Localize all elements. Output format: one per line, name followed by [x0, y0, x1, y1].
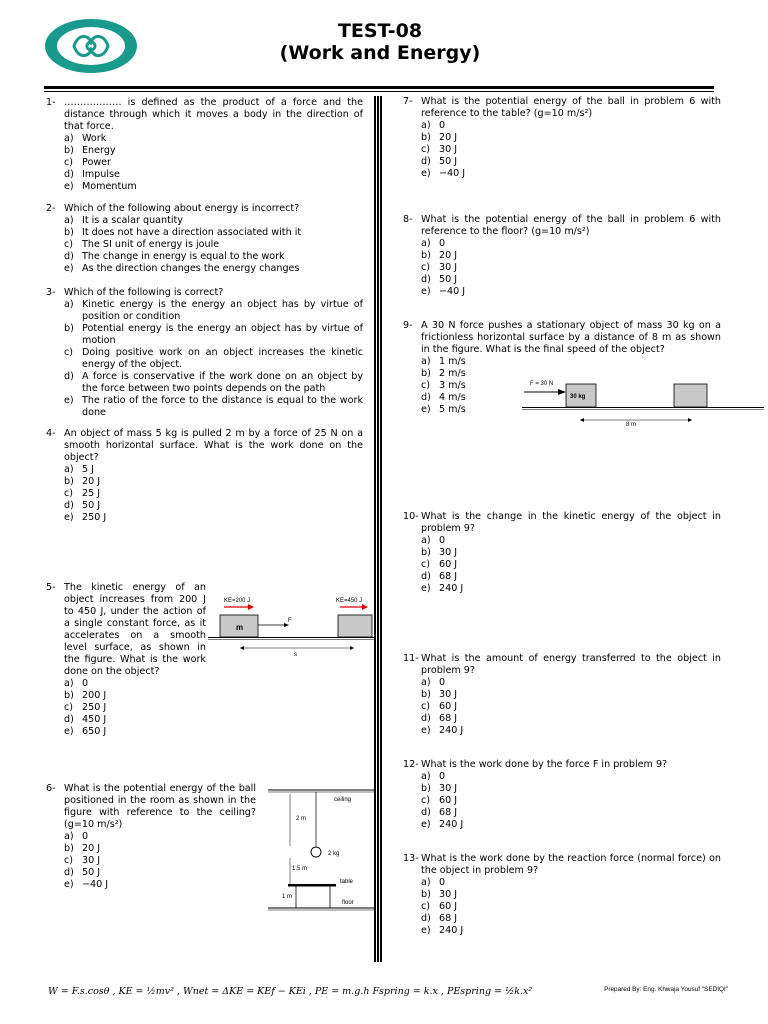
answer-option[interactable] [64, 702, 206, 714]
fig6-table: table [340, 879, 354, 885]
answer-option[interactable] [421, 925, 721, 937]
option-text: 650 J [82, 726, 107, 737]
option-letter: e) [64, 395, 74, 406]
answer-option[interactable] [64, 678, 206, 690]
fig6-mass: 2 kg [328, 851, 340, 857]
footer [48, 982, 728, 1012]
option-text: 50 J [82, 867, 101, 878]
answer-option[interactable] [64, 133, 363, 145]
header [0, 0, 768, 90]
question-stem [403, 653, 721, 677]
option-text: 0 [439, 877, 446, 888]
answer-option[interactable] [64, 145, 363, 157]
option-text: 20 J [439, 132, 458, 143]
answer-option[interactable] [64, 879, 256, 891]
answer-option[interactable] [421, 262, 721, 274]
title-line2: (Work and Energy) [279, 42, 481, 64]
answer-option[interactable] [64, 488, 363, 500]
option-letter: d) [64, 169, 74, 180]
option-list [64, 133, 363, 193]
fig6-ceiling: ceiling [334, 797, 352, 803]
fig5-dist: s [294, 652, 297, 658]
answer-option[interactable] [64, 690, 206, 702]
question-text: What is the work done by the reaction force (normal force) on the object in problem 9? [421, 853, 721, 876]
question-text: What is the potential energy of the ball in problem 6 with reference to the floor? (g=10 m/s²) [421, 214, 721, 237]
question-stem [46, 582, 206, 678]
option-text: 0 [439, 120, 446, 131]
option-list [64, 464, 363, 524]
question-number: 6- [46, 783, 56, 794]
answer-option[interactable] [421, 156, 721, 168]
option-text: 3 m/s [439, 380, 466, 391]
option-text: 0 [439, 771, 446, 782]
question-number: 2- [46, 203, 56, 214]
question-number: 13- [403, 853, 419, 864]
question-3 [46, 287, 363, 419]
figure-q5 [208, 594, 378, 658]
option-text: Impulse [82, 169, 120, 180]
answer-option[interactable] [64, 843, 256, 855]
answer-option[interactable] [421, 547, 721, 559]
answer-option[interactable] [64, 239, 363, 251]
option-letter: a) [421, 677, 431, 688]
option-list [421, 535, 721, 595]
answer-option[interactable] [421, 274, 721, 286]
option-text: It does not have a direction associated with it [82, 227, 302, 238]
figure-q9 [522, 376, 766, 428]
option-list [421, 877, 721, 937]
question-number: 7- [403, 96, 413, 107]
answer-option[interactable] [421, 559, 721, 571]
option-text: 30 J [439, 144, 458, 155]
option-text: 250 J [82, 512, 107, 523]
question-text: What is the potential energy of the ball in problem 6 with reference to the table? (g=10 m/s²) [421, 96, 721, 119]
question-stem [46, 783, 256, 831]
option-letter: d) [64, 251, 74, 262]
question-2 [46, 203, 363, 275]
option-letter: e) [64, 263, 74, 274]
option-list [421, 677, 721, 737]
fig5-force: F [288, 618, 292, 624]
answer-option[interactable] [64, 512, 363, 524]
question-text: What is the amount of energy transferred to the object in problem 9? [421, 653, 721, 676]
fig9-dist: 8 m [626, 422, 637, 428]
option-letter: b) [421, 783, 431, 794]
option-letter: b) [64, 843, 74, 854]
option-text: 450 J [82, 714, 107, 725]
option-letter: c) [64, 347, 74, 358]
option-text: 20 J [82, 843, 101, 854]
option-text: Kinetic energy is the energy an object has by virtue of position or condition [82, 299, 363, 322]
option-letter: e) [64, 879, 74, 890]
option-letter: d) [421, 274, 431, 285]
option-text: 30 J [439, 262, 458, 273]
option-text: The change in energy is equal to the work [82, 251, 285, 262]
option-text: 30 J [82, 855, 101, 866]
page-title [230, 20, 530, 64]
option-letter: b) [64, 145, 74, 156]
option-letter: c) [421, 262, 431, 273]
header-rule-thick [44, 86, 714, 89]
option-text: 60 J [439, 795, 458, 806]
option-text: Work [82, 133, 107, 144]
option-text: 0 [439, 535, 446, 546]
question-13 [403, 853, 721, 937]
question-number: 10- [403, 511, 419, 522]
option-letter: a) [421, 120, 431, 131]
option-letter: c) [421, 559, 431, 570]
option-text: It is a scalar quantity [82, 215, 183, 226]
option-text: Momentum [82, 181, 137, 192]
option-letter: a) [64, 464, 74, 475]
title-line1: TEST-08 [337, 20, 423, 42]
question-text: What is the change in the kinetic energy of the object in problem 9? [421, 511, 721, 534]
answer-option[interactable] [64, 227, 363, 239]
answer-option[interactable] [421, 701, 721, 713]
answer-option[interactable] [64, 215, 363, 227]
answer-option[interactable] [421, 795, 721, 807]
answer-option[interactable] [64, 831, 256, 843]
school-logo-icon [44, 18, 138, 74]
option-text: 30 J [439, 689, 458, 700]
answer-option[interactable] [421, 286, 721, 298]
fig9-mass: 30 kg [570, 394, 586, 400]
option-text: 60 J [439, 559, 458, 570]
answer-option[interactable] [64, 476, 363, 488]
option-letter: a) [64, 678, 74, 689]
answer-option[interactable] [421, 250, 721, 262]
option-text: 68 J [439, 713, 458, 724]
answer-option[interactable] [421, 913, 721, 925]
answer-option[interactable] [421, 132, 721, 144]
answer-option[interactable] [64, 371, 363, 395]
option-text: 60 J [439, 701, 458, 712]
fig5-ke1: KE=200 J [224, 598, 251, 604]
option-text: A force is conservative if the work done on an object by the force between two points depends on the path [82, 371, 363, 394]
option-letter: d) [421, 807, 431, 818]
option-letter: d) [64, 371, 74, 382]
option-letter: d) [64, 500, 74, 511]
option-text: The ratio of the force to the distance is equal to the work done [82, 395, 363, 418]
option-text: −40 J [82, 879, 109, 890]
answer-option[interactable] [421, 713, 721, 725]
question-stem [403, 853, 721, 877]
answer-option[interactable] [64, 714, 206, 726]
question-stem [403, 759, 721, 771]
option-letter: b) [64, 323, 74, 334]
question-text: The kinetic energy of an object increases from 200 J to 450 J, under the action of a single constant force, as it accelerates on a smooth level surface, as shown in the figure. What is the work done on the object? [64, 582, 206, 677]
option-letter: c) [421, 380, 431, 391]
option-text: 240 J [439, 925, 464, 936]
answer-option[interactable] [421, 783, 721, 795]
option-text: 0 [82, 831, 89, 842]
option-text: Potential energy is the energy an object has by virtue of motion [82, 323, 363, 346]
fig6-floor: floor [342, 900, 354, 906]
option-list [64, 299, 363, 419]
answer-option[interactable] [64, 251, 363, 263]
question-number: 8- [403, 214, 413, 225]
answer-option[interactable] [421, 677, 721, 689]
answer-option[interactable] [421, 238, 721, 250]
question-12 [403, 759, 721, 831]
option-text: 30 J [439, 783, 458, 794]
option-text: 60 J [439, 901, 458, 912]
option-letter: c) [64, 239, 74, 250]
option-text: 30 J [439, 889, 458, 900]
option-letter: e) [64, 181, 74, 192]
question-10 [403, 511, 721, 595]
option-text: 68 J [439, 571, 458, 582]
answer-option[interactable] [64, 500, 363, 512]
option-text: Doing positive work on an object increases the kinetic energy of the object. [82, 347, 363, 370]
header-rule-thin [44, 91, 714, 92]
question-1 [46, 97, 363, 193]
option-letter: b) [64, 690, 74, 701]
formula-sheet: W = F.s.cosθ , KE = ½mv² , Wnet = ΔKE = KEf − KEi , PE = m.g.h Fspring = k.x , PEspring = ½k.x² [48, 986, 533, 997]
question-number: 4- [46, 428, 56, 439]
fig6-h3: 1 m [282, 894, 293, 900]
option-text: 20 J [439, 250, 458, 261]
fig5-ke2: KE=450 J [336, 598, 363, 604]
question-8 [403, 214, 721, 298]
option-letter: b) [64, 476, 74, 487]
option-letter: d) [421, 713, 431, 724]
option-letter: a) [64, 299, 74, 310]
question-number: 11- [403, 653, 419, 664]
answer-option[interactable] [421, 535, 721, 547]
fig9-force: F = 30 N [530, 381, 554, 387]
answer-option[interactable] [421, 571, 721, 583]
question-text: ……………… is defined as the product of a force and the distance through which it moves a body in the direction of that force. [64, 97, 363, 132]
option-text: 5 J [82, 464, 94, 475]
fig6-h1: 2 m [296, 816, 307, 822]
option-letter: b) [421, 547, 431, 558]
question-number: 5- [46, 582, 56, 593]
answer-option[interactable] [421, 168, 721, 180]
question-text: What is the potential energy of the ball positioned in the room as shown in the figure with reference to the ceiling? (g=10 m/s²) [64, 783, 256, 830]
prepared-by: Prepared By: Eng. Khwaja Yousuf "SEDIQI" [604, 986, 728, 993]
option-letter: c) [421, 795, 431, 806]
option-letter: a) [421, 877, 431, 888]
option-letter: b) [421, 132, 431, 143]
answer-option[interactable] [421, 877, 721, 889]
question-stem [403, 214, 721, 238]
question-text: A 30 N force pushes a stationary object of mass 30 kg on a frictionless horizontal surface by a distance of 8 m as shown in the figure. What is the final speed of the object? [421, 320, 721, 355]
option-list [64, 678, 206, 738]
option-letter: c) [421, 701, 431, 712]
question-text: Which of the following about energy is incorrect? [64, 203, 300, 214]
figure-q6 [266, 782, 376, 912]
answer-option[interactable] [421, 807, 721, 819]
option-letter: c) [64, 488, 74, 499]
question-stem [46, 97, 363, 133]
question-text: An object of mass 5 kg is pulled 2 m by a force of 25 N on a smooth horizontal surface. What is the work done on the object? [64, 428, 363, 463]
option-letter: e) [421, 583, 431, 594]
option-letter: e) [64, 512, 74, 523]
answer-option[interactable] [64, 464, 363, 476]
option-letter: b) [421, 368, 431, 379]
answer-option[interactable] [421, 725, 721, 737]
option-letter: e) [421, 168, 431, 179]
option-letter: d) [421, 392, 431, 403]
option-text: The SI unit of energy is joule [82, 239, 220, 250]
question-number: 1- [46, 97, 56, 108]
option-letter: e) [421, 925, 431, 936]
answer-option[interactable] [64, 726, 206, 738]
option-text: 0 [439, 238, 446, 249]
answer-option[interactable] [421, 144, 721, 156]
option-letter: c) [64, 157, 74, 168]
question-7 [403, 96, 721, 180]
option-letter: a) [64, 215, 74, 226]
option-text: 0 [82, 678, 89, 689]
question-number: 9- [403, 320, 413, 331]
question-11 [403, 653, 721, 737]
option-letter: c) [421, 901, 431, 912]
answer-option[interactable] [421, 689, 721, 701]
answer-option[interactable] [421, 889, 721, 901]
option-list [421, 771, 721, 831]
option-text: 200 J [82, 690, 107, 701]
option-text: 50 J [439, 156, 458, 167]
option-letter: b) [421, 889, 431, 900]
option-text: 240 J [439, 725, 464, 736]
option-letter: b) [64, 227, 74, 238]
answer-option[interactable] [64, 263, 363, 275]
option-letter: d) [421, 913, 431, 924]
option-list [64, 215, 363, 275]
answer-option[interactable] [421, 120, 721, 132]
option-list [64, 831, 256, 891]
option-letter: e) [421, 819, 431, 830]
option-text: Energy [82, 145, 116, 156]
option-letter: c) [64, 855, 74, 866]
answer-option[interactable] [64, 323, 363, 347]
answer-option[interactable] [64, 299, 363, 323]
option-text: 250 J [82, 702, 107, 713]
option-list [421, 238, 721, 298]
question-stem [403, 320, 721, 356]
answer-option[interactable] [64, 867, 256, 879]
option-letter: a) [421, 356, 431, 367]
option-letter: c) [421, 144, 431, 155]
option-text: Power [82, 157, 112, 168]
question-4 [46, 428, 363, 524]
option-letter: e) [421, 286, 431, 297]
option-letter: a) [421, 535, 431, 546]
option-text: −40 J [439, 286, 466, 297]
option-text: As the direction changes the energy changes [82, 263, 300, 274]
question-stem [403, 511, 721, 535]
option-text: 30 J [439, 547, 458, 558]
option-text: 240 J [439, 819, 464, 830]
option-letter: d) [421, 156, 431, 167]
option-text: −40 J [439, 168, 466, 179]
option-letter: d) [64, 714, 74, 725]
question-number: 12- [403, 759, 419, 770]
option-letter: d) [421, 571, 431, 582]
option-letter: a) [421, 238, 431, 249]
option-text: 5 m/s [439, 404, 466, 415]
option-text: 25 J [82, 488, 101, 499]
option-letter: e) [421, 404, 431, 415]
answer-option[interactable] [421, 901, 721, 913]
option-list [421, 120, 721, 180]
option-text: 20 J [82, 476, 101, 487]
question-number: 3- [46, 287, 56, 298]
fig6-h2: 1.5 m [292, 866, 308, 872]
answer-option[interactable] [64, 395, 363, 419]
answer-option[interactable] [421, 771, 721, 783]
answer-option[interactable] [64, 855, 256, 867]
option-letter: a) [64, 831, 74, 842]
option-text: 4 m/s [439, 392, 466, 403]
question-text: Which of the following is correct? [64, 287, 224, 298]
answer-option[interactable] [421, 583, 721, 595]
answer-option[interactable] [64, 347, 363, 371]
option-letter: c) [64, 702, 74, 713]
answer-option[interactable] [64, 181, 363, 193]
option-letter: a) [421, 771, 431, 782]
option-text: 50 J [82, 500, 101, 511]
option-text: 1 m/s [439, 356, 466, 367]
option-text: 50 J [439, 274, 458, 285]
answer-option[interactable] [421, 819, 721, 831]
option-letter: e) [421, 725, 431, 736]
option-text: 68 J [439, 807, 458, 818]
question-text: What is the work done by the force F in problem 9? [421, 759, 668, 770]
option-text: 240 J [439, 583, 464, 594]
option-text: 0 [439, 677, 446, 688]
fig5-mass: m [236, 623, 244, 632]
option-text: 2 m/s [439, 368, 466, 379]
option-letter: b) [421, 250, 431, 261]
question-stem [46, 287, 363, 299]
option-letter: e) [64, 726, 74, 737]
option-letter: a) [64, 133, 74, 144]
answer-option[interactable] [64, 169, 363, 181]
answer-option[interactable] [421, 356, 721, 368]
question-stem [403, 96, 721, 120]
option-text: 68 J [439, 913, 458, 924]
answer-option[interactable] [64, 157, 363, 169]
option-letter: b) [421, 689, 431, 700]
question-stem [46, 203, 363, 215]
question-stem [46, 428, 363, 464]
option-letter: d) [64, 867, 74, 878]
